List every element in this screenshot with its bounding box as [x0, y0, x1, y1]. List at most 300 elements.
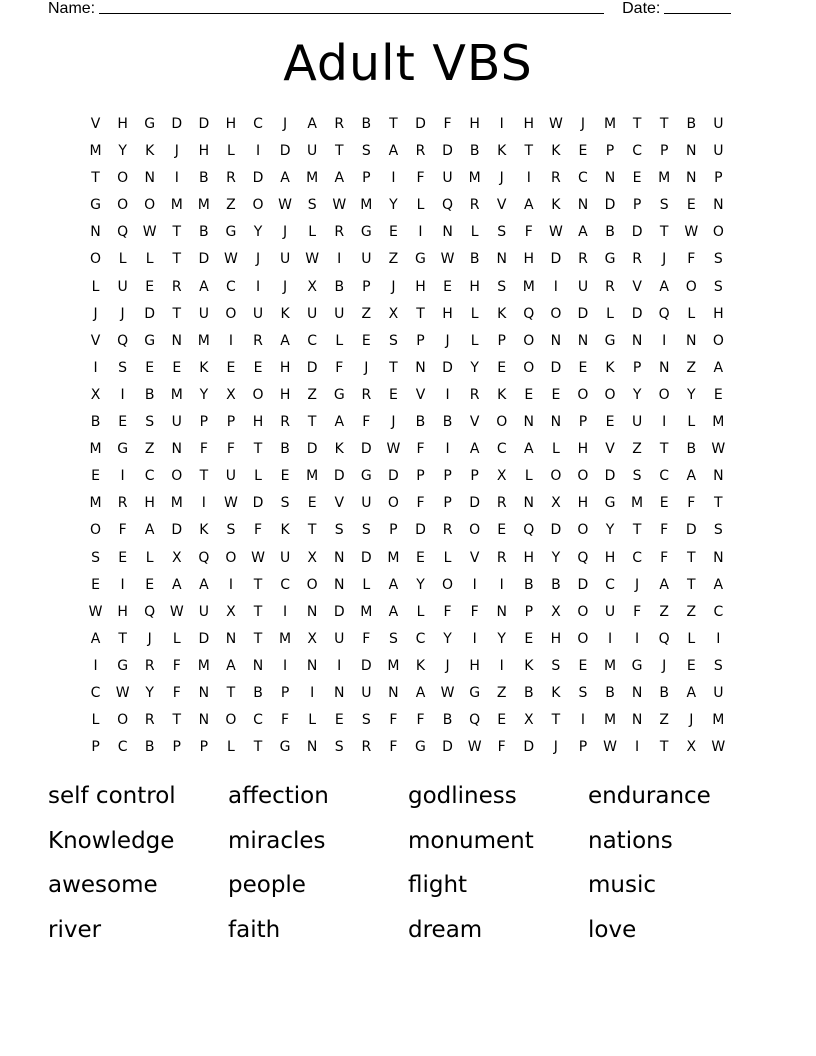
grid-letter: N	[686, 332, 697, 349]
grid-letter: O	[225, 549, 237, 566]
grid-letter: O	[712, 332, 724, 349]
grid-letter: G	[604, 251, 616, 268]
grid-letter: I	[662, 332, 667, 349]
grid-letter: Q	[523, 305, 535, 322]
grid-letter: E	[416, 549, 425, 566]
grid-letter: X	[686, 739, 697, 756]
grid-letter: J	[553, 739, 558, 756]
grid-letter: E	[388, 224, 398, 241]
word-bank-item: music	[588, 872, 657, 898]
grid-letter: W	[278, 197, 292, 214]
grid-letter: N	[550, 414, 562, 431]
grid-letter: Z	[144, 441, 155, 458]
grid-letter: A	[199, 278, 209, 295]
grid-letter: Q	[144, 603, 156, 620]
grid-letter: C	[496, 441, 507, 458]
grid-letter: S	[551, 657, 561, 674]
grid-letter: L	[227, 739, 235, 756]
grid-letter: F	[172, 684, 181, 701]
grid-letter: G	[604, 332, 616, 349]
grid-letter: J	[662, 251, 667, 268]
grid-letter: A	[659, 278, 669, 295]
word-bank-item: affection	[228, 783, 329, 809]
grid-letter: A	[334, 414, 345, 431]
word-bank-item: flight	[408, 872, 468, 898]
grid-row	[82, 355, 732, 382]
grid-letter: D	[415, 522, 426, 539]
grid-letter: T	[253, 576, 263, 593]
grid-letter: K	[551, 684, 561, 701]
grid-letter: Z	[686, 603, 697, 620]
grid-letter: F	[416, 170, 425, 187]
grid-letter: M	[603, 116, 617, 132]
grid-letter: T	[253, 603, 263, 620]
grid-letter: D	[144, 305, 156, 322]
grid-letter: T	[334, 143, 344, 160]
grid-letter: D	[198, 630, 210, 647]
grid-letter: E	[713, 386, 723, 403]
grid-letter: R	[334, 224, 345, 241]
grid-letter: E	[686, 197, 696, 214]
grid-letter: H	[279, 386, 291, 403]
grid-letter: A	[144, 522, 155, 539]
grid-letter: D	[442, 143, 453, 160]
grid-letter: C	[307, 332, 318, 349]
grid-letter: W	[251, 549, 265, 566]
grid-letter: S	[713, 251, 723, 268]
grid-letter: P	[659, 143, 669, 160]
grid-letter: X	[523, 712, 534, 729]
grid-row	[82, 328, 732, 355]
grid-letter: S	[497, 278, 507, 295]
grid-letter: D	[631, 305, 643, 322]
grid-letter: H	[523, 116, 535, 132]
grid-letter: I	[174, 170, 179, 187]
grid-letter: K	[497, 305, 507, 322]
grid-letter: N	[334, 549, 345, 566]
grid-letter: O	[577, 630, 589, 647]
grid-letter: D	[333, 468, 345, 485]
grid-letter: L	[308, 712, 317, 729]
grid-letter: Y	[253, 224, 263, 241]
grid-letter: R	[442, 522, 453, 539]
grid-letter: N	[631, 332, 643, 349]
grid-letter: E	[578, 143, 588, 160]
grid-letter: I	[120, 468, 125, 485]
grid-letter: N	[577, 332, 589, 349]
grid-letter: F	[389, 712, 398, 729]
grid-letter: N	[225, 630, 237, 647]
grid-letter: Y	[145, 684, 154, 701]
grid-letter: X	[551, 603, 561, 620]
grid-letter: O	[577, 386, 589, 403]
grid-letter: F	[416, 441, 425, 458]
grid-letter: W	[440, 684, 455, 701]
grid-letter: M	[170, 386, 183, 403]
grid-letter: H	[252, 414, 264, 431]
grid-letter: U	[334, 630, 345, 647]
grid-letter: H	[577, 495, 589, 512]
grid-letter: T	[389, 359, 398, 376]
grid-letter: D	[415, 116, 426, 132]
grid-letter: S	[632, 468, 642, 485]
grid-letter: E	[443, 278, 452, 295]
word-bank-item: monument	[408, 827, 534, 854]
date-blank[interactable]	[664, 0, 731, 14]
grid-letter: N	[523, 495, 535, 512]
word-bank-item: self control	[48, 783, 176, 809]
name-label: Name:	[48, 0, 96, 17]
grid-letter: F	[362, 630, 371, 647]
grid-letter: D	[171, 116, 183, 132]
grid-letter: I	[580, 712, 586, 729]
grid-letter: N	[550, 332, 562, 349]
grid-letter: U	[631, 414, 643, 431]
grid-letter: S	[307, 197, 317, 214]
grid-letter: A	[199, 576, 209, 593]
grid-letter: U	[198, 603, 209, 620]
grid-letter: B	[90, 414, 101, 431]
grid-letter: O	[712, 224, 724, 241]
grid-letter: W	[224, 251, 238, 268]
grid-letter: U	[713, 143, 724, 160]
word-search-grid	[82, 111, 732, 761]
grid-letter: L	[443, 549, 452, 566]
grid-letter: O	[225, 712, 237, 729]
grid-letter: H	[713, 305, 724, 322]
grid-letter: Q	[523, 522, 535, 539]
grid-letter: A	[388, 143, 399, 160]
grid-letter: D	[360, 657, 372, 674]
grid-letter: E	[91, 468, 100, 485]
grid-letter: V	[90, 332, 101, 349]
grid-letter: I	[445, 441, 450, 458]
grid-row	[82, 111, 732, 138]
grid-letter: M	[306, 468, 319, 485]
grid-letter: L	[172, 630, 181, 647]
grid-letter: D	[171, 522, 183, 539]
grid-letter: E	[497, 712, 507, 729]
grid-row	[82, 301, 732, 328]
grid-letter: F	[497, 739, 506, 756]
grid-letter: S	[361, 522, 371, 539]
grid-letter: H	[523, 549, 535, 566]
grid-letter: A	[686, 468, 697, 485]
grid-letter: E	[172, 359, 182, 376]
grid-letter: I	[553, 278, 558, 295]
grid-letter: P	[443, 495, 452, 512]
grid-letter: A	[280, 170, 290, 187]
grid-letter: P	[714, 170, 723, 187]
grid-letter: R	[469, 386, 480, 403]
grid-letter: X	[90, 386, 101, 403]
grid-letter: T	[632, 522, 642, 539]
grid-letter: X	[226, 386, 236, 403]
grid-letter: U	[361, 495, 372, 512]
grid-letter: P	[632, 359, 642, 376]
grid-letter: R	[469, 197, 480, 214]
grid-letter: L	[145, 251, 154, 268]
word-bank-item: people	[228, 872, 306, 898]
grid-letter: A	[388, 576, 399, 593]
grid-letter: H	[523, 251, 535, 268]
grid-letter: C	[415, 630, 426, 647]
grid-letter: B	[523, 576, 534, 593]
grid-letter: S	[713, 657, 723, 674]
grid-letter: T	[172, 224, 182, 241]
grid-letter: Z	[307, 386, 317, 403]
grid-letter: W	[88, 603, 103, 620]
grid-letter: S	[361, 712, 371, 729]
grid-letter: L	[470, 224, 479, 241]
grid-letter: W	[548, 116, 563, 132]
grid-letter: S	[497, 224, 507, 241]
grid-letter: H	[604, 549, 616, 566]
grid-letter: I	[283, 657, 288, 674]
grid-letter: H	[117, 116, 128, 132]
grid-letter: I	[607, 630, 613, 647]
grid-letter: E	[118, 414, 128, 431]
grid-letter: N	[306, 657, 318, 674]
grid-letter: U	[117, 278, 128, 295]
grid-letter: F	[443, 603, 452, 620]
grid-letter: M	[197, 657, 210, 674]
grid-letter: U	[442, 170, 453, 187]
word-bank-item: miracles	[228, 827, 326, 854]
grid-letter: A	[524, 197, 534, 214]
grid-letter: U	[198, 305, 209, 322]
grid-letter: H	[415, 278, 426, 295]
grid-letter: A	[90, 630, 101, 647]
grid-letter: R	[361, 386, 372, 403]
grid-letter: F	[118, 522, 127, 539]
grid-letter: R	[144, 712, 155, 729]
grid-letter: F	[226, 441, 235, 458]
grid-letter: D	[550, 522, 562, 539]
grid-letter: V	[469, 414, 480, 431]
grid-letter: N	[334, 576, 345, 593]
word-bank-item: love	[588, 916, 637, 943]
grid-letter: Z	[388, 251, 399, 268]
grid-letter: W	[386, 441, 401, 458]
grid-letter: O	[496, 414, 508, 431]
grid-letter: N	[306, 739, 318, 756]
grid-letter: L	[524, 468, 533, 485]
grid-letter: M	[170, 495, 183, 512]
grid-letter: J	[364, 359, 369, 376]
grid-letter: X	[171, 549, 182, 566]
grid-letter: A	[388, 603, 399, 620]
grid-letter: V	[90, 116, 101, 132]
grid-letter: T	[524, 143, 534, 160]
grid-letter: B	[551, 576, 561, 593]
grid-letter: E	[686, 657, 696, 674]
word-bank-item: dream	[408, 916, 483, 943]
grid-letter: N	[252, 657, 264, 674]
grid-letter: J	[635, 576, 640, 593]
grid-letter: O	[90, 522, 102, 539]
grid-letter: U	[307, 305, 318, 322]
grid-letter: U	[279, 549, 291, 566]
grid-letter: A	[280, 332, 290, 349]
grid-letter: K	[280, 522, 290, 539]
grid-letter: K	[199, 522, 209, 539]
grid-letter: I	[120, 576, 125, 593]
grid-letter: B	[605, 684, 615, 701]
grid-letter: L	[687, 630, 696, 647]
grid-letter: G	[117, 441, 129, 458]
grid-letter: E	[524, 386, 534, 403]
grid-letter: P	[362, 170, 371, 187]
grid-letter: J	[391, 414, 396, 431]
grid-letter: M	[658, 170, 671, 187]
grid-letter: T	[307, 414, 317, 431]
grid-letter: A	[524, 441, 534, 458]
grid-letter: G	[360, 468, 372, 485]
grid-letter: M	[603, 657, 617, 674]
grid-letter: C	[605, 576, 615, 593]
grid-letter: F	[660, 549, 669, 566]
grid-letter: Y	[118, 143, 127, 160]
grid-letter: B	[199, 170, 209, 187]
grid-row	[82, 409, 732, 436]
grid-letter: I	[418, 224, 423, 241]
grid-letter: P	[389, 522, 398, 539]
grid-letter: J	[120, 305, 125, 322]
grid-letter: S	[145, 414, 155, 431]
grid-letter: C	[578, 170, 588, 187]
grid-letter: W	[440, 251, 455, 268]
grid-letter: D	[604, 197, 616, 214]
grid-letter: V	[415, 386, 426, 403]
grid-letter: I	[716, 630, 721, 647]
name-blank[interactable]	[99, 0, 604, 14]
word-bank	[48, 778, 788, 956]
grid-letter: L	[470, 305, 479, 322]
grid-letter: P	[91, 739, 100, 756]
grid-letter: S	[118, 359, 128, 376]
grid-letter: O	[252, 386, 264, 403]
word-bank-item: Knowledge	[48, 827, 175, 854]
grid-letter: M	[631, 495, 644, 512]
grid-row	[82, 680, 732, 707]
grid-letter: P	[172, 739, 181, 756]
grid-letter: T	[659, 116, 669, 132]
grid-letter: N	[631, 684, 643, 701]
grid-letter: F	[470, 603, 479, 620]
grid-letter: G	[415, 739, 426, 756]
grid-letter: B	[361, 116, 372, 132]
grid-letter: N	[171, 441, 183, 458]
grid-letter: O	[225, 305, 237, 322]
grid-letter: S	[659, 197, 669, 214]
grid-letter: U	[334, 305, 345, 322]
grid-letter: B	[469, 251, 480, 268]
grid-letter: C	[226, 278, 236, 295]
grid-letter: G	[333, 386, 345, 403]
grid-letter: F	[443, 116, 452, 132]
grid-letter: R	[605, 278, 615, 295]
grid-letter: M	[197, 332, 210, 349]
grid-letter: O	[117, 197, 129, 214]
grid-letter: F	[199, 441, 208, 458]
grid-letter: B	[686, 116, 697, 132]
grid-letter: Y	[551, 549, 561, 566]
grid-letter: R	[334, 116, 345, 132]
grid-letter: P	[416, 468, 425, 485]
grid-row	[82, 246, 732, 273]
grid-letter: X	[496, 468, 507, 485]
grid-letter: M	[306, 170, 319, 187]
grid-letter: I	[635, 630, 640, 647]
grid-row	[82, 517, 732, 544]
grid-letter: I	[662, 414, 667, 431]
grid-letter: C	[253, 116, 263, 132]
grid-letter: K	[199, 359, 209, 376]
grid-row	[82, 572, 732, 599]
grid-letter: D	[198, 116, 210, 132]
grid-letter: M	[387, 657, 400, 674]
grid-letter: V	[334, 495, 345, 512]
grid-letter: C	[253, 712, 263, 729]
grid-letter: F	[416, 495, 425, 512]
grid-letter: O	[550, 305, 562, 322]
grid-letter: A	[334, 170, 345, 187]
grid-letter: U	[225, 468, 237, 485]
grid-letter: L	[551, 441, 560, 458]
grid-letter: E	[226, 359, 236, 376]
grid-letter: B	[442, 712, 453, 729]
grid-letter: W	[603, 739, 617, 756]
grid-row	[82, 192, 732, 219]
grid-letter: H	[469, 116, 480, 132]
grid-letter: K	[497, 386, 507, 403]
grid-letter: G	[604, 495, 616, 512]
grid-letter: D	[360, 549, 372, 566]
grid-letter: E	[145, 576, 155, 593]
grid-letter: P	[605, 143, 615, 160]
grid-letter: T	[172, 712, 182, 729]
grid-row	[82, 436, 732, 463]
grid-letter: D	[523, 739, 535, 756]
grid-letter: H	[225, 116, 237, 132]
grid-letter: B	[253, 684, 263, 701]
grid-letter: R	[144, 657, 155, 674]
grid-letter: N	[198, 712, 210, 729]
grid-row	[82, 545, 732, 572]
grid-letter: F	[335, 359, 344, 376]
grid-letter: K	[334, 441, 344, 458]
grid-letter: Q	[117, 332, 129, 349]
grid-letter: W	[684, 224, 699, 241]
grid-letter: T	[659, 224, 669, 241]
grid-letter: N	[334, 684, 345, 701]
grid-letter: N	[713, 549, 724, 566]
header-line	[48, 0, 748, 20]
grid-letter: Q	[117, 224, 129, 241]
grid-letter: J	[255, 251, 261, 268]
grid-letter: T	[416, 305, 425, 322]
grid-letter: S	[388, 332, 398, 349]
grid-letter: F	[253, 522, 263, 539]
grid-letter: T	[253, 630, 263, 647]
grid-letter: I	[228, 576, 233, 593]
grid-letter: Z	[659, 712, 669, 729]
grid-letter: W	[305, 251, 320, 268]
grid-letter: O	[117, 712, 129, 729]
grid-letter: I	[310, 684, 315, 701]
grid-letter: S	[91, 549, 100, 566]
